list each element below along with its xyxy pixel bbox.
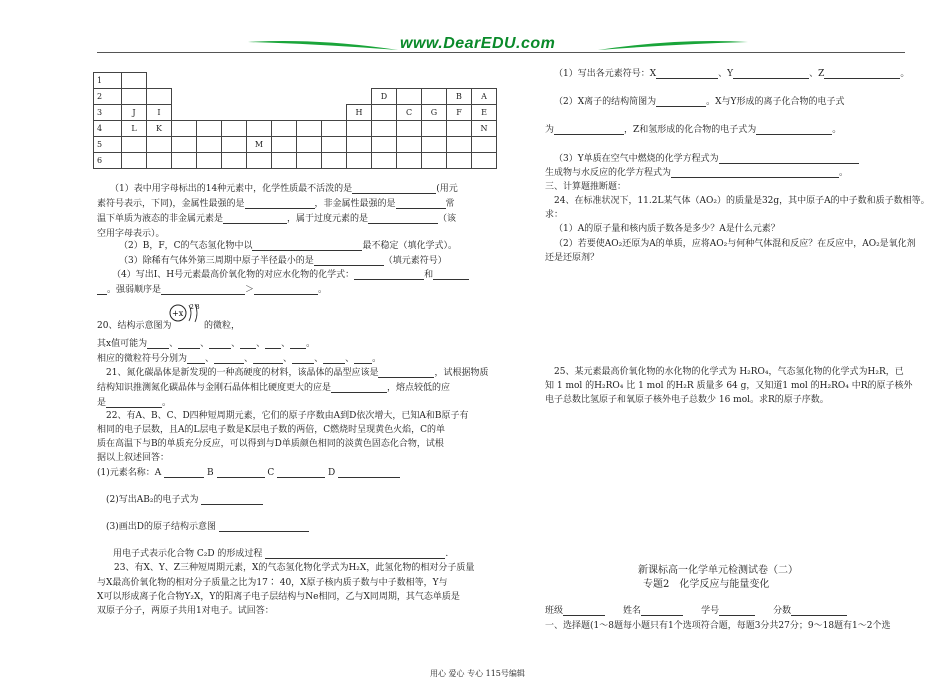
element-cell bbox=[297, 137, 322, 153]
element-cell bbox=[247, 89, 272, 105]
periodic-table-row bbox=[94, 137, 497, 153]
q19-1-line3: 温下单质为液态的非金属元素是 ，属于过度元素的是 （该 bbox=[97, 214, 457, 224]
q23-line4: 双原子分子，两原子共用1对电子。试回答： bbox=[97, 606, 274, 616]
element-cell bbox=[372, 137, 397, 153]
atom-nucleus-label: +x bbox=[172, 309, 184, 318]
element-cell bbox=[347, 73, 372, 89]
element-cell bbox=[447, 153, 472, 169]
q24-1: （1）A的原子量和核内质子数各是多少？A是什么元素？ bbox=[554, 224, 780, 234]
element-cell bbox=[222, 89, 247, 105]
brand-logo: www.DearEDU.com bbox=[400, 35, 556, 52]
element-cell: H bbox=[347, 105, 372, 121]
element-cell bbox=[297, 153, 322, 169]
element-cell bbox=[197, 89, 222, 105]
element-cell bbox=[172, 153, 197, 169]
element-cell bbox=[347, 153, 372, 169]
q22-line4: 据以上叙述回答： bbox=[97, 453, 170, 463]
period-number: 1 bbox=[94, 73, 122, 89]
q19-3: （3）除稀有气体外第三周期中原子半径最小的是 （填元素符号） bbox=[119, 256, 447, 266]
q23-2-line2: 为 ，Z和氢形成的化合物的电子式为 。 bbox=[545, 125, 842, 135]
element-cell bbox=[297, 105, 322, 121]
element-cell bbox=[422, 137, 447, 153]
element-cell bbox=[472, 137, 497, 153]
element-cell: N bbox=[472, 121, 497, 137]
exam-title: 新课标高一化学单元检测试卷（二） bbox=[638, 565, 798, 576]
period-number: 6 bbox=[94, 153, 122, 169]
periodic-table-row bbox=[94, 73, 497, 89]
element-cell bbox=[322, 73, 347, 89]
element-cell bbox=[297, 89, 322, 105]
element-cell bbox=[272, 89, 297, 105]
element-cell bbox=[172, 73, 197, 89]
element-cell bbox=[372, 105, 397, 121]
atom-structure-diagram bbox=[166, 301, 206, 325]
q22-2: (2)写出AB₂的电子式为 bbox=[106, 492, 263, 505]
element-cell bbox=[247, 73, 272, 89]
element-cell bbox=[347, 137, 372, 153]
q21-line2: 结构知识推测氮化碳晶体与金刚石晶体相比硬度更大的应是 ，熔点较低的应 bbox=[97, 383, 451, 393]
element-cell bbox=[372, 121, 397, 137]
element-cell bbox=[197, 121, 222, 137]
element-cell: D bbox=[372, 89, 397, 105]
element-cell bbox=[172, 121, 197, 137]
element-cell bbox=[222, 105, 247, 121]
q21-line3: 是 。 bbox=[97, 398, 172, 408]
element-cell bbox=[122, 137, 147, 153]
element-cell bbox=[422, 89, 447, 105]
element-cell bbox=[472, 73, 497, 89]
element-cell bbox=[322, 121, 347, 137]
page-footer: 用心 爱心 专心 115号编辑 bbox=[430, 669, 525, 678]
element-cell bbox=[247, 105, 272, 121]
element-cell bbox=[347, 89, 372, 105]
element-cell bbox=[422, 121, 447, 137]
q19-4-line2: 。强弱顺序是 ＞ 。 bbox=[97, 282, 327, 295]
element-cell bbox=[222, 121, 247, 137]
period-number: 4 bbox=[94, 121, 122, 137]
element-cell: A bbox=[472, 89, 497, 105]
q20-line2: 其x值可能为 、 、 、 、 、 。 bbox=[97, 339, 316, 349]
q20-line1b: 的微粒， bbox=[204, 321, 241, 331]
element-cell bbox=[222, 153, 247, 169]
element-cell: E bbox=[472, 105, 497, 121]
element-cell bbox=[197, 73, 222, 89]
element-cell bbox=[197, 137, 222, 153]
q25-line1: 25、某元素最高价氧化物的水化物的化学式为 H₂RO₄，气态氢化物的化学式为H₂R，已 bbox=[554, 367, 904, 377]
q24-line1: 24、在标准状况下，11.2L某气体（AO₂）的质量是32g，其中原子A的中子数和质子数相等。 bbox=[554, 196, 930, 206]
element-cell bbox=[397, 121, 422, 137]
student-info: 班级 姓名 学号 分数 bbox=[545, 603, 847, 616]
element-cell bbox=[322, 137, 347, 153]
q23-2-line1: （2）X离子的结构简图为 。X与Y形成的离子化合物的电子式 bbox=[554, 97, 845, 107]
q20-line1: 20、结构示意图为 bbox=[97, 321, 172, 331]
element-cell bbox=[397, 73, 422, 89]
element-cell: G bbox=[422, 105, 447, 121]
element-cell: I bbox=[147, 105, 172, 121]
element-cell bbox=[447, 121, 472, 137]
element-cell bbox=[172, 89, 197, 105]
element-cell bbox=[297, 73, 322, 89]
element-cell: M bbox=[247, 137, 272, 153]
q23-line2: 与X最高价氧化物的相对分子质量之比为17∶ 40，X原子核内质子数与中子数相等，Y与 bbox=[97, 578, 448, 588]
q19-1-line2: 素符号表示，下同)，金属性最强的是 ，非金属性最强的是 常 bbox=[97, 199, 455, 209]
element-cell bbox=[397, 137, 422, 153]
element-cell bbox=[247, 153, 272, 169]
element-cell bbox=[422, 73, 447, 89]
element-cell bbox=[197, 105, 222, 121]
element-cell bbox=[197, 153, 222, 169]
element-cell: J bbox=[122, 105, 147, 121]
q24-2-line2: 还是还原剂？ bbox=[545, 253, 600, 263]
element-cell bbox=[122, 73, 147, 89]
element-cell bbox=[272, 73, 297, 89]
period-number: 3 bbox=[94, 105, 122, 121]
periodic-table-row bbox=[94, 121, 497, 137]
q23-3-line2: 生成物与水反应的化学方程式为 。 bbox=[545, 168, 849, 178]
section-1-heading: 一、选择题(1～8题每小题只有1个选项符合题，每题3分共27分；9～18题有1～2个选 bbox=[545, 621, 891, 631]
q24-2-line1: （2）若要使AO₂还原为A的单质，应将AO₂与何种气体混和反应？在反应中，AO₂是氧化剂 bbox=[554, 239, 916, 249]
exam-subtitle: 专题2 化学反应与能量变化 bbox=[643, 579, 770, 590]
element-cell bbox=[322, 105, 347, 121]
q23-line3: X可以形成离子化合物Y₂X，Y的阳离子电子层结构与Ne相同，乙与X同周期，其气态单质是 bbox=[97, 592, 460, 602]
element-cell bbox=[272, 105, 297, 121]
element-cell: K bbox=[147, 121, 172, 137]
q22-3: (3)画出D的原子结构示意图 bbox=[106, 519, 309, 532]
element-cell bbox=[372, 153, 397, 169]
element-cell bbox=[172, 105, 197, 121]
element-cell bbox=[272, 121, 297, 137]
element-cell bbox=[247, 121, 272, 137]
element-cell bbox=[347, 121, 372, 137]
q23-line1: 23、有X、Y、Z三种短周期元素，X的气态氢化物化学式为H₂X，此氢化物的相对分子质量 bbox=[114, 563, 475, 573]
q22-4: 用电子式表示化合物 C₂D 的形成过程 . bbox=[113, 549, 449, 559]
element-cell bbox=[372, 73, 397, 89]
element-cell bbox=[172, 137, 197, 153]
element-cell: C bbox=[397, 105, 422, 121]
periodic-table-row bbox=[94, 89, 497, 105]
element-cell bbox=[122, 153, 147, 169]
element-cell bbox=[447, 73, 472, 89]
element-cell: B bbox=[447, 89, 472, 105]
element-cell bbox=[472, 153, 497, 169]
element-cell bbox=[147, 153, 172, 169]
q20-line3: 相应的微粒符号分别为 、 、 、 、 、 。 bbox=[97, 354, 382, 364]
q21-line1: 21、氮化碳晶体是新发现的一种高硬度的材料，该晶体的晶型应该是 ，试根据物质 bbox=[106, 368, 489, 378]
period-number: 2 bbox=[94, 89, 122, 105]
element-cell bbox=[147, 73, 172, 89]
element-cell bbox=[422, 153, 447, 169]
q19-2: （2）B，F，C的气态氢化物中以 最不稳定（填化学式）。 bbox=[119, 241, 457, 251]
element-cell bbox=[147, 137, 172, 153]
q22-line1: 22、有A、B、C、D四种短周期元素，它们的原子序数由A到D依次增大，已知A和B原子有 bbox=[106, 411, 469, 421]
q23-3-line1: （3）Y单质在空气中燃烧的化学方程式为 bbox=[554, 151, 859, 164]
q25-line3: 电子总数比氢原子和氧原子核外电子总数少 16 mol。求R的原子序数。 bbox=[545, 395, 829, 405]
element-cell bbox=[222, 73, 247, 89]
element-cell bbox=[322, 153, 347, 169]
q23-1: （1）写出各元素符号：X 、Y 、Z 。 bbox=[554, 69, 910, 79]
period-number: 5 bbox=[94, 137, 122, 153]
element-cell bbox=[297, 121, 322, 137]
periodic-table-row bbox=[94, 105, 497, 121]
section-3-heading: 三、计算题推断题： bbox=[545, 182, 627, 192]
q19-1-line4: 空用字母表示）。 bbox=[97, 229, 165, 239]
element-cell: F bbox=[447, 105, 472, 121]
element-cell bbox=[397, 89, 422, 105]
element-cell bbox=[272, 137, 297, 153]
periodic-table bbox=[93, 72, 497, 169]
element-cell bbox=[272, 153, 297, 169]
element-cell bbox=[322, 89, 347, 105]
atom-shell-label: 2 8 bbox=[190, 304, 200, 311]
q22-line2: 相同的电子层数，且A的L层电子数是K层电子数的两倍，C燃烧时呈现黄色火焰，C的单 bbox=[97, 425, 445, 435]
q25-line2: 知 1 mol 的H₂RO₄ 比 1 mol 的H₂R 质量多 64 g，又知道1 mol 的H₂RO₄ 中R的原子核外 bbox=[545, 381, 913, 391]
header-rule bbox=[97, 52, 905, 53]
q19-1-line1: （1）表中用字母标出的14种元素中，化学性质最不活泼的是 (用元 bbox=[110, 184, 458, 194]
q22-line3: 质在高温下与B的单质充分反应，可以得到与D单质颜色相同的淡黄色固态化合物，试根 bbox=[97, 439, 444, 449]
element-cell bbox=[397, 153, 422, 169]
periodic-table-row bbox=[94, 153, 497, 169]
element-cell: L bbox=[122, 121, 147, 137]
q22-1: (1)元素名称：A B C D bbox=[97, 465, 400, 478]
element-cell bbox=[447, 137, 472, 153]
element-cell bbox=[222, 137, 247, 153]
q24-line2: 求： bbox=[545, 210, 564, 220]
element-cell bbox=[122, 89, 147, 105]
q19-4-line1: （4）写出I、H号元素最高价氧化物的对应水化物的化学式： 和 bbox=[112, 267, 469, 280]
element-cell bbox=[147, 89, 172, 105]
